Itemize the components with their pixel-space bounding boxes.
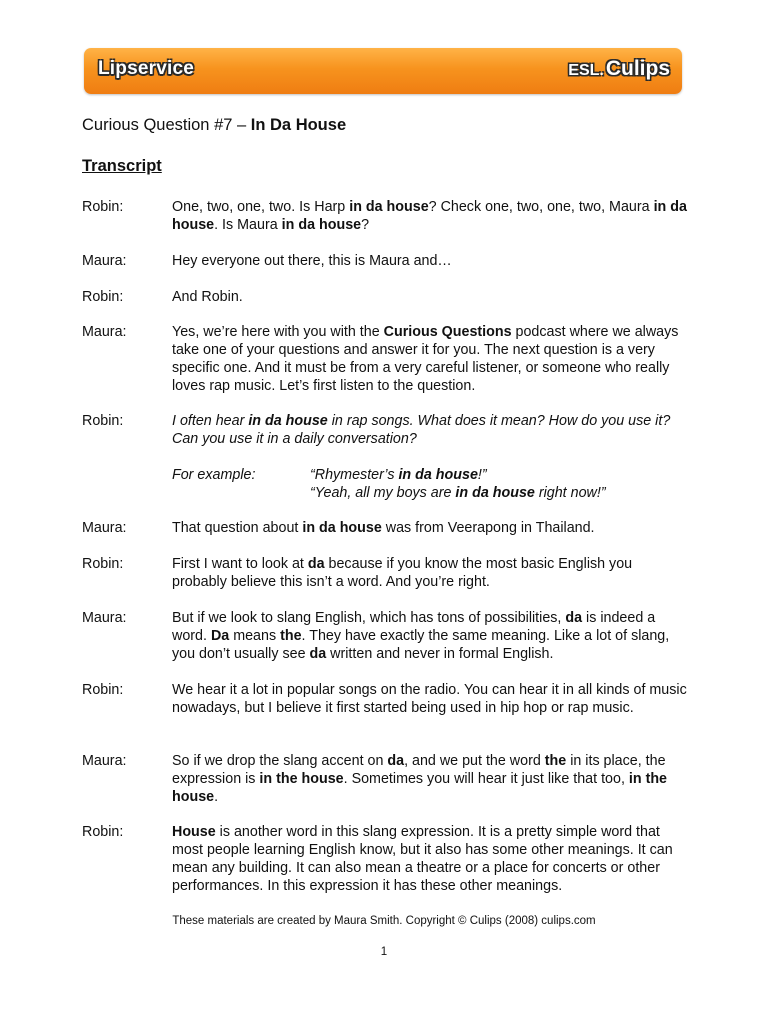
speaker-label: Robin: <box>82 824 124 840</box>
bold-phrase: the <box>280 628 302 644</box>
speaker-label: Maura: <box>82 324 127 340</box>
dialogue-text <box>172 412 688 448</box>
dialogue-text <box>172 609 688 663</box>
bold-phrase: the <box>544 753 567 769</box>
dialogue-text <box>172 823 688 895</box>
bold-phrase: in da house <box>248 413 328 429</box>
text-run: We hear it a lot in popular songs on the radio. You can hear it in all kinds of music nowadays, but I believe it first started being used in hip hop or rap music. <box>172 682 687 716</box>
bold-phrase: in da house <box>398 467 478 483</box>
speaker-label: Robin: <box>82 556 124 572</box>
text-run: ? Check one, two, one, two, Maura <box>428 199 654 215</box>
dialogue-text <box>172 519 688 537</box>
bold-phrase: Da <box>210 628 230 644</box>
text-run: right now!” <box>534 485 606 501</box>
speaker-label: Robin: <box>82 682 124 698</box>
dialogue-text <box>172 681 688 717</box>
text-run: because if you know the most basic English you probably believe this isn’t a word. And you’re right. <box>172 556 633 590</box>
text-run: in rap songs. What does it mean? How do you use it? Can you use it in a daily conversation? <box>172 413 671 447</box>
text-run: !” <box>477 467 487 483</box>
bold-phrase: in da house <box>281 217 362 233</box>
bold-phrase: da <box>565 610 583 626</box>
bold-phrase: da <box>309 646 327 662</box>
text-run: podcast where we always take one of your questions and answer it for you. The next question is a very specific one. And it must be from a very careful listener, or someone who really loves rap music. Let’s first listen to the question. <box>172 324 679 394</box>
text-run: First I want to look at <box>172 556 308 572</box>
dialogue-text <box>172 555 688 591</box>
example-line-2 <box>310 484 606 502</box>
bold-phrase: da <box>307 556 325 572</box>
text-run: One, two, one, two. Is Harp <box>172 199 350 215</box>
lipservice-logo: Lipservice <box>98 58 194 79</box>
bold-phrase: in da house <box>302 520 382 536</box>
example-line-1 <box>310 466 487 484</box>
text-run: . Is Maura <box>214 217 282 233</box>
header-banner <box>84 48 682 94</box>
culips-logo-text: Culips <box>605 57 670 80</box>
section-heading: Transcript <box>82 157 162 175</box>
text-run: And Robin. <box>172 289 243 305</box>
bold-phrase: House <box>172 824 216 840</box>
esl-logo-text: ESL. <box>568 62 604 79</box>
text-run: . Sometimes you will hear it just like that too, <box>343 771 629 787</box>
text-run: . <box>214 789 219 805</box>
bold-phrase: in da house <box>455 485 535 501</box>
bold-phrase: da <box>387 753 405 769</box>
speaker-label: Robin: <box>82 199 124 215</box>
text-run: was from Veerapong in Thailand. <box>381 520 595 536</box>
title-bold: In Da House <box>250 116 347 134</box>
text-run: That question about <box>172 520 303 536</box>
speaker-label: Maura: <box>82 753 127 769</box>
text-run: But if we look to slang English, which has tons of possibilities, <box>172 610 566 626</box>
text-run: is indeed a word. <box>172 610 656 644</box>
title-prefix: Curious Question #7 – <box>82 116 251 134</box>
text-run: . They have exactly the same meaning. Like a lot of slang, you don’t usually see <box>172 628 670 662</box>
speaker-label: Robin: <box>82 289 124 305</box>
text-run: written and never in formal English. <box>326 646 554 662</box>
page-number: 1 <box>380 946 388 958</box>
dialogue-text <box>172 288 688 306</box>
text-run: So if we drop the slang accent on <box>172 753 388 769</box>
text-run: Yes, we’re here with you with the <box>172 324 384 340</box>
speaker-label: Maura: <box>82 610 127 626</box>
dialogue-text <box>172 323 688 395</box>
bold-phrase: Curious Questions <box>383 324 512 340</box>
dialogue-text <box>172 252 688 270</box>
speaker-label: Robin: <box>82 413 124 429</box>
bold-phrase: in da house <box>172 199 687 233</box>
speaker-label: Maura: <box>82 253 127 269</box>
text-run: means <box>229 628 281 644</box>
footer-copyright: These materials are created by Maura Smith. Copyright © Culips (2008) culips.com <box>172 915 596 927</box>
text-run: in its place, the expression is <box>172 753 666 787</box>
bold-phrase: in da house <box>349 199 429 215</box>
text-run: is another word in this slang expression. It is a pretty simple word that most people learning English know, but it also has some other meanings. It can mean any building. It can also mean a theatre or a place for concerts or other performances. In this expression it has these other meanings. <box>172 824 673 894</box>
dialogue-text <box>172 752 688 806</box>
text-run: “Yeah, all my boys are <box>310 485 456 501</box>
culips-logo <box>568 57 670 81</box>
speaker-label: Maura: <box>82 520 127 536</box>
bold-phrase: in the house <box>172 771 668 805</box>
text-run: Hey everyone out there, this is Maura and… <box>172 253 452 269</box>
dialogue-text <box>172 198 688 234</box>
text-run: “Rhymester’s <box>310 467 399 483</box>
bold-phrase: in the house <box>259 771 344 787</box>
example-label: For example: <box>172 467 256 483</box>
text-run: I often hear <box>172 413 249 429</box>
text-run: , and we put the word <box>404 753 545 769</box>
text-run: ? <box>361 217 370 233</box>
page-title <box>82 116 346 135</box>
